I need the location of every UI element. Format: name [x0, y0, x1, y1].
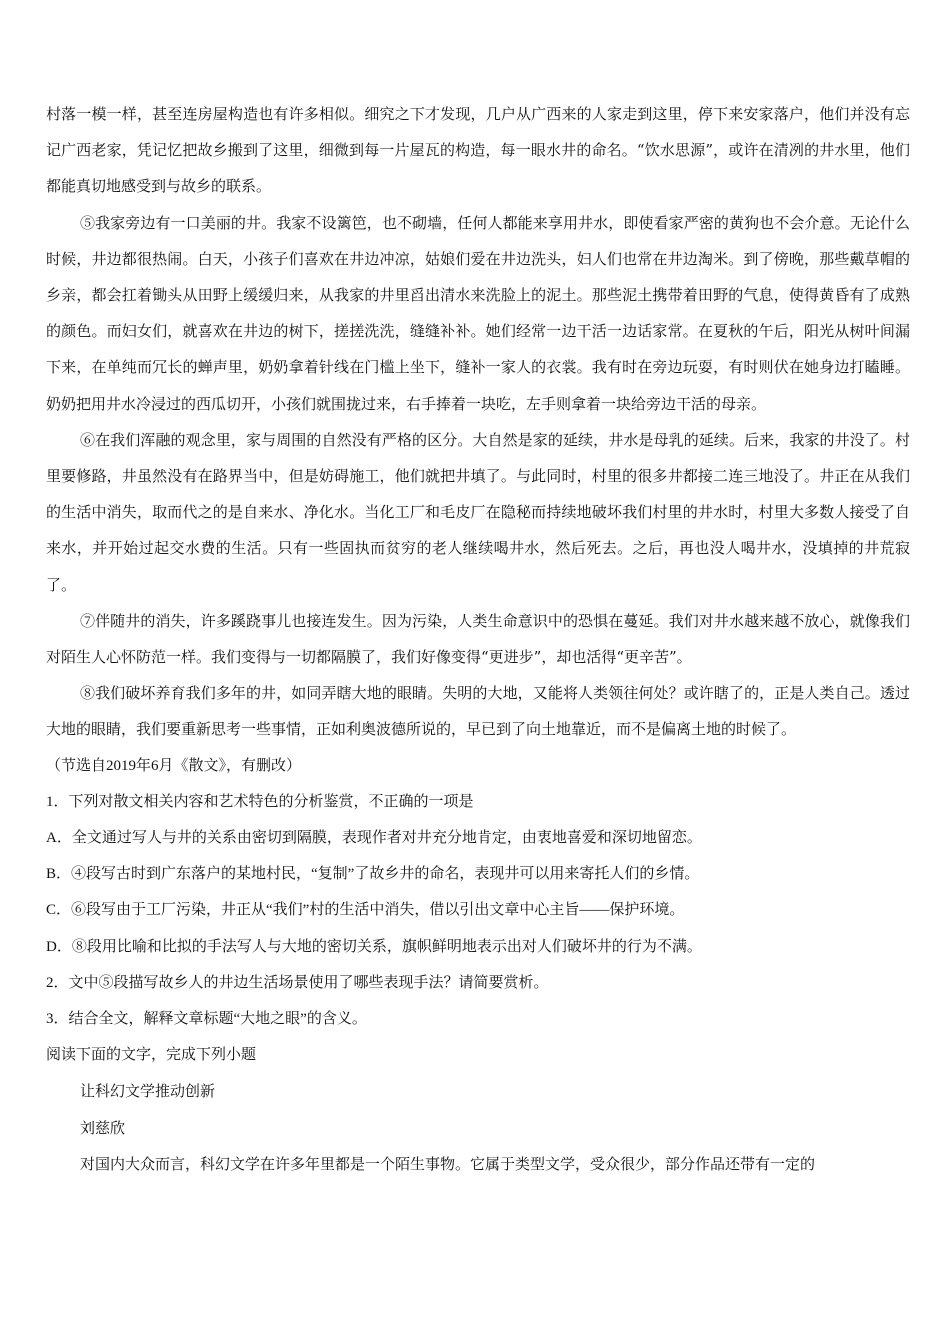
document-body [46, 96, 910, 1182]
article-paragraph-4-continued: 村落一模一样，甚至连房屋构造也有许多相似。细究之下才发现，几户从广西来的人家走到这里，停下来安家落户，他们并没有忘记广西老家，凭记忆把故乡搬到了这里，细微到每一片屋瓦的构造，每一眼水井的命名。“饮水思源”，或许在清冽的井水里，他们都能真切地感受到与故乡的联系。 [46, 105, 910, 196]
reading-instruction: 阅读下面的文字，完成下列小题 [46, 1047, 257, 1064]
article-paragraph-5: ⑤我家旁边有一口美丽的井。我家不设篱笆，也不砌墙，任何人都能来享用井水，即使看家严密的黄狗也不会介意。无论什么时候，井边都很热闹。白天，小孩子们喜欢在井边冲凉，姑娘们爱在井边洗头，妇人们也常在井边淘米。到了傍晚，那些戴草帽的乡亲，都会扛着锄头从田野上缓缓归来，从我家的井里舀出清水来洗脸上的泥土。那些泥土携带着田野的气息，使得黄昏有了成熟的颜色。而妇女们，就喜欢在井边的树下，搓搓洗洗，缝缝补补。她们经常一边干活一边话家常。在夏秋的午后，阳光从树叶间漏下来，在单纯而冗长的蝉声里，奶奶拿着针线在门槛上坐下，缝补一家人的衣裳。我有时在旁边玩耍，有时则伏在她身边打瞌睡。奶奶把用井水冷浸过的西瓜切开，小孩们就围拢过来，右手捧着一块吃，左手则拿着一块给旁边干活的母亲。 [46, 213, 910, 413]
article-source: （节选自2019年6月《散文》，有删改） [46, 757, 302, 774]
question-3: 3．结合全文，解释文章标题“大地之眼”的含义。 [46, 1011, 367, 1028]
question-1-option-b: B．④段写古时到广东落户的某地村民，“复制”了故乡井的命名，表现井可以用来寄托人们的乡情。 [46, 866, 700, 883]
article-paragraph-7: ⑦伴随井的消失，许多蹊跷事儿也接连发生。因为污染，人类生命意识中的恐惧在蔓延。我们对井水越来越不放心，就像我们对陌生人心怀防范一样。我们变得与一切都隔膜了，我们好像变得“更进步”，却也活得“更辛苦”。 [46, 611, 910, 667]
article-paragraph-8: ⑧我们破坏养育我们多年的井，如同弄瞎大地的眼睛。失明的大地，又能将人类领往何处？或许瞎了的，正是人类自己。透过大地的眼睛，我们要重新思考一些事情，正如利奥波德所说的，早已到了向土地靠近，而不是偏离土地的时候了。 [46, 684, 910, 739]
article-title: 让科幻文学推动创新 [80, 1082, 216, 1101]
article-paragraph-1: 对国内大众而言，科幻文学在许多年里都是一个陌生事物。它属于类型文学，受众很少，部分作品还带有一定的 [80, 1154, 816, 1173]
article-paragraph-6: ⑥在我们浑融的观念里，家与周围的自然没有严格的区分。大自然是家的延续，井水是母乳的延续。后来，我家的井没了。村里要修路，井虽然没有在路界当中，但是妨碍施工，他们就把井填了。与此同时，村里的很多井都接二连三地没了。井正在从我们的生活中消失，取而代之的是自来水、净化水。当化工厂和毛皮厂在隐秘而持续地破坏我们村里的井水时，村里大多数人接受了自来水，并开始过起交水费的生活。只有一些固执而贫穷的老人继续喝井水，然后死去。之后，再也没人喝井水，没填掉的井荒寂了。 [46, 430, 910, 594]
question-1-option-d: D．⑧段用比喻和比拟的手法写人与大地的密切关系，旗帜鲜明地表示出对人们破坏井的行为不满。 [46, 938, 702, 955]
question-1-option-a: A．全文通过写人与井的关系由密切到隔膜，表现作者对井充分地肯定，由衷地喜爱和深切地留恋。 [46, 830, 702, 847]
question-1: 1．下列对散文相关内容和艺术特色的分析鉴赏，不正确的一项是 [46, 793, 474, 810]
question-1-option-c: C．⑥段写由于工厂污染，井正从“我们”村的生活中消失，借以引出文章中心主旨——保护环境。 [46, 902, 685, 919]
question-2: 2．文中⑤段描写故乡人的井边生活场景使用了哪些表现手法？请简要赏析。 [46, 974, 549, 991]
article-author: 刘慈欣 [80, 1118, 126, 1137]
